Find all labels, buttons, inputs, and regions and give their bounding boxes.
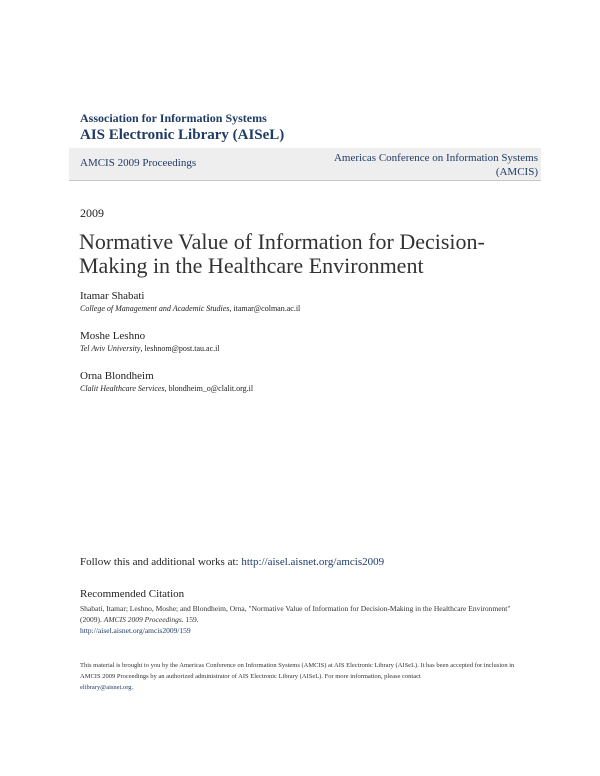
citation-pages: . 159. [181, 615, 199, 624]
citation-venue: AMCIS 2009 Proceedings [103, 615, 182, 624]
proceedings-link[interactable]: AMCIS 2009 Proceedings [80, 157, 197, 169]
author-list [80, 290, 540, 410]
author-affiliation: Tel Aviv University, leshnom@post.tau.ac.il [80, 344, 220, 353]
author-name: Itamar Shabati [80, 290, 145, 302]
publisher-header [80, 111, 284, 144]
recommended-citation [80, 603, 520, 636]
recommended-citation-heading: Recommended Citation [80, 588, 185, 600]
publication-year: 2009 [80, 206, 104, 220]
proceedings-banner [69, 148, 541, 181]
author-institution: College of Management and Academic Studies [80, 304, 230, 313]
author-name: Orna Blondheim [80, 370, 154, 382]
author-institution: Clalit Healthcare Services [80, 384, 165, 393]
conference-link[interactable]: Americas Conference on Information Systems (AMCIS) [333, 152, 538, 178]
follow-line [80, 556, 384, 568]
citation-link[interactable]: http://aisel.aisnet.org/amcis2009/159 [80, 626, 191, 635]
contact-email-link[interactable]: elibrary@aisnet.org [80, 684, 132, 691]
availability-notice [80, 660, 525, 693]
author-block [80, 330, 540, 354]
author-name: Moshe Leshno [80, 330, 146, 342]
notice-end: . [131, 684, 134, 691]
library-name[interactable]: AIS Electronic Library (AISeL) [80, 127, 285, 143]
author-affiliation: Clalit Healthcare Services, blondheim_o@clalit.org.il [80, 384, 254, 393]
paper-title: Normative Value of Information for Decision-Making in the Healthcare Environment [79, 229, 485, 278]
association-name: Association for Information Systems [80, 111, 267, 125]
author-institution: Tel Aviv University [80, 344, 141, 353]
follow-link[interactable]: http://aisel.aisnet.org/amcis2009 [241, 556, 385, 568]
author-block [80, 290, 540, 314]
follow-text: Follow this and additional works at: [80, 556, 239, 568]
author-block [80, 370, 540, 394]
author-email: itamar@colman.ac.il [233, 304, 301, 313]
author-email: blondheim_o@clalit.org.il [168, 384, 254, 393]
author-affiliation: College of Management and Academic Studies, itamar@colman.ac.il [80, 304, 301, 313]
notice-text: This material is brought to you by the Americas Conference on Information Systems (AMCIS) at AIS Electronic Library (AISeL). It has been accepted for inclusion in AMCIS 2009 Proceedings by an authorized administrator of AIS Electronic Library (AISeL). For more information, please contact [80, 662, 515, 680]
citation-text: Shabati, Itamar; Leshno, Moshe; and Blondheim, Orna, "Normative Value of Information for Decision-Making in the Healthcare Environment" (2009). [80, 604, 511, 624]
author-email: leshnom@post.tau.ac.il [144, 344, 220, 353]
